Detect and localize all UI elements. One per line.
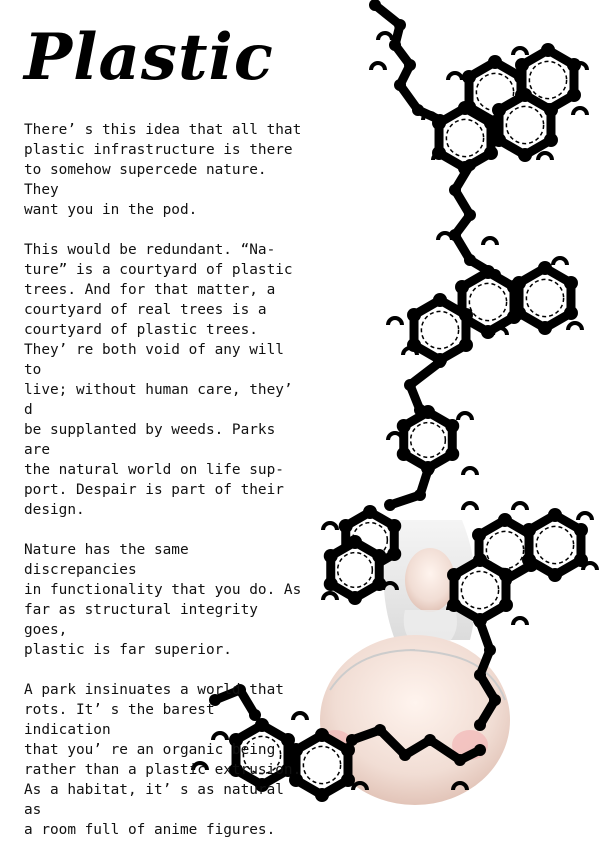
article-body xyxy=(24,120,309,860)
atom xyxy=(324,549,338,563)
atom xyxy=(348,535,362,549)
atom xyxy=(315,728,329,742)
atom xyxy=(374,724,386,736)
hydrogen-stub xyxy=(463,503,477,510)
atom xyxy=(499,598,513,612)
hydrogen-stub xyxy=(493,328,507,335)
atom xyxy=(498,513,512,527)
hydrogen-stub xyxy=(438,233,452,240)
atom xyxy=(454,754,466,766)
hydrogen-stub xyxy=(483,238,497,245)
hydrogen-stub xyxy=(573,108,587,115)
hydrogen-stub xyxy=(538,153,552,160)
atom xyxy=(445,419,459,433)
hydrogen-stub xyxy=(458,413,472,420)
atom xyxy=(458,101,472,115)
atom xyxy=(564,306,578,320)
atom xyxy=(394,19,406,31)
atom xyxy=(455,280,469,294)
hydrogen-stub xyxy=(583,563,597,570)
atom xyxy=(472,528,486,542)
paragraph-2: This would be redundant. “Na- ture” is a courtyard of plastic trees. And for that matter, a courtyard of real trees is a courtyard of plastic trees. They’ re both void of any will to live; without human care, they’ d be supplanted by weeds. Parks are the natural world on life sup- port. Despair is part of their design. xyxy=(24,242,293,518)
atom xyxy=(544,133,558,147)
atom xyxy=(404,59,416,71)
atom xyxy=(372,549,386,563)
hydrogen-stub xyxy=(323,593,337,600)
paragraph-1: There’ s this idea that all that plastic infrastructure is there to somehow supercede nature. They want you in the pod. xyxy=(24,122,302,218)
atom xyxy=(474,744,486,756)
atom xyxy=(464,159,476,171)
atom xyxy=(464,254,476,266)
atom xyxy=(404,379,416,391)
atom xyxy=(394,79,406,91)
atom xyxy=(538,321,552,335)
atom xyxy=(544,103,558,117)
hydrogen-stub xyxy=(323,523,337,530)
atom xyxy=(339,519,353,533)
atom xyxy=(567,88,581,102)
atom xyxy=(412,104,424,116)
atom xyxy=(499,568,513,582)
atom xyxy=(445,447,459,461)
hydrogen-stub xyxy=(388,318,402,325)
hydrogen-stub xyxy=(388,433,402,440)
atom xyxy=(447,568,461,582)
atom xyxy=(464,209,476,221)
atom xyxy=(397,419,411,433)
paragraph-4: A park insinuates a world that rots. It’ s the barest indication that you’ re an organic being rather than a plastic extrusion. As a habitat, it’ s as natural as a room full of anime figures. xyxy=(24,682,302,838)
atom xyxy=(515,58,529,72)
atom xyxy=(397,447,411,461)
atom xyxy=(424,734,436,746)
hydrogen-stub xyxy=(513,48,527,55)
atom xyxy=(348,591,362,605)
hydrogen-stub xyxy=(371,63,385,70)
hydrogen-stub xyxy=(578,513,592,520)
hydrogen-stub xyxy=(463,468,477,475)
atom xyxy=(548,568,562,582)
atom xyxy=(459,308,473,322)
atom xyxy=(432,116,446,130)
hydrogen-stub xyxy=(568,323,582,330)
atom xyxy=(387,519,401,533)
atom xyxy=(315,788,329,802)
atom xyxy=(459,338,473,352)
atom xyxy=(512,306,526,320)
hydrogen-stub xyxy=(513,503,527,510)
atom xyxy=(473,553,487,567)
atom xyxy=(522,553,536,567)
atom xyxy=(488,55,502,69)
hydrogen-stub xyxy=(378,33,392,40)
hydrogen-stub xyxy=(513,618,527,625)
hydrogen-stub xyxy=(403,348,417,355)
atom xyxy=(399,749,411,761)
atom xyxy=(434,356,446,368)
atom xyxy=(389,39,401,51)
atom xyxy=(384,499,396,511)
atom xyxy=(433,293,447,307)
atom xyxy=(414,489,426,501)
paragraph-3: Nature has the same discrepancies in functionality that you do. As far as structural integrity goes, plastic is far superior. xyxy=(24,542,302,658)
atom xyxy=(518,88,532,102)
atom xyxy=(481,265,495,279)
hydrogen-stub xyxy=(553,258,567,265)
atom xyxy=(474,669,486,681)
atom xyxy=(346,734,358,746)
atom xyxy=(484,644,496,656)
atom xyxy=(449,184,461,196)
atom xyxy=(489,694,501,706)
atom xyxy=(363,505,377,519)
page-title: Plastic xyxy=(24,20,274,95)
atom xyxy=(407,308,421,322)
atom xyxy=(522,523,536,537)
atom xyxy=(564,276,578,290)
atom xyxy=(484,146,498,160)
atom xyxy=(548,508,562,522)
atom xyxy=(574,523,588,537)
atom xyxy=(324,577,338,591)
atom xyxy=(484,116,498,130)
atom xyxy=(518,148,532,162)
atom xyxy=(512,276,526,290)
atom xyxy=(421,405,435,419)
atom xyxy=(387,547,401,561)
hydrogen-stub xyxy=(448,73,462,80)
atom xyxy=(541,43,555,57)
atom xyxy=(474,616,486,628)
atom xyxy=(492,103,506,117)
atom xyxy=(474,719,486,731)
atom xyxy=(422,464,434,476)
atom xyxy=(538,261,552,275)
atom xyxy=(462,70,476,84)
